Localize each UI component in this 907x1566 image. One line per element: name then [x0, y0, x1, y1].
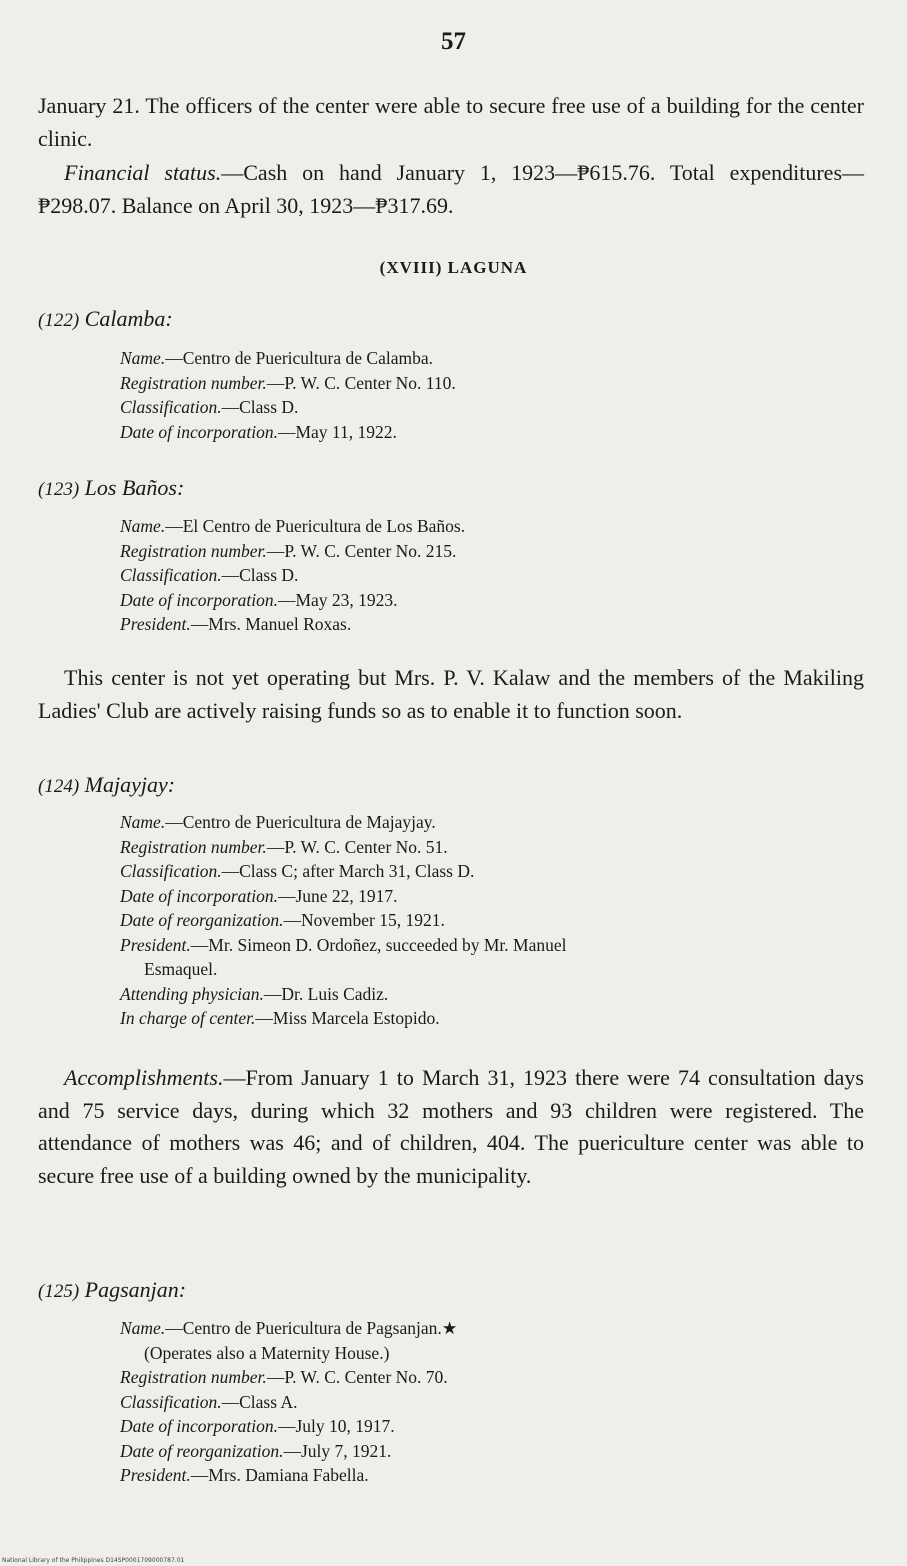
paragraph-financial-status	[38, 157, 864, 222]
entry-label: Date of reorganization.	[120, 1440, 284, 1461]
section-name: Calamba:	[84, 306, 173, 331]
paragraph-accomplishments	[38, 1062, 864, 1192]
paragraph-text: This center is not yet operating but Mrs. P. V. Kalaw and the members of the Makiling Ladies' Club are actively raising funds so as to enable it to function soon.	[38, 665, 864, 723]
entries-calamba	[120, 346, 855, 444]
entry-value: —P. W. C. Center No. 51.	[266, 836, 448, 857]
entry-line	[120, 539, 855, 564]
entry-label: Registration number.	[120, 1367, 267, 1387]
paragraph-text: —Cash on hand January 1, 1923—₱615.76. Total expenditures—₱298.07. Balance on April 30, 1923—₱317.69.	[38, 160, 865, 218]
entry-label: Registration number.	[120, 540, 267, 561]
entry-value: —Class C; after March 31, Class D.	[221, 861, 475, 881]
entry-value: —P. W. C. Center No. 70.	[266, 1367, 448, 1387]
entry-value: —P. W. C. Center No. 110.	[266, 372, 456, 393]
entry-line	[120, 514, 855, 539]
entry-label: Name.	[120, 812, 166, 832]
section-title-pagsanjan	[38, 1277, 186, 1303]
entry-line	[120, 563, 855, 588]
entry-line	[120, 346, 855, 371]
entry-line	[120, 884, 855, 909]
section-number: (122)	[38, 310, 80, 331]
entry-line	[120, 908, 855, 933]
paragraph-los-banos-status	[38, 662, 864, 727]
entry-value: —June 22, 1917.	[277, 885, 398, 906]
scan-footer: National Library of the Philippines D14SP0001709000787.01	[2, 1557, 185, 1564]
entry-value: —Mr. Simeon D. Ordoñez, succeeded by Mr. Manuel	[190, 934, 567, 955]
entry-label: Classification.	[120, 565, 222, 585]
entry-value: —P. W. C. Center No. 215.	[266, 540, 457, 561]
paragraph-january	[38, 90, 864, 155]
entry-label: Registration number.	[120, 836, 267, 857]
entry-label: In charge of center.	[120, 1008, 256, 1028]
entry-label: Date of incorporation.	[120, 421, 278, 442]
entry-label: Name.	[120, 1318, 166, 1338]
entry-line	[120, 859, 855, 884]
entry-value: —Mrs. Damiana Fabella.	[190, 1465, 369, 1485]
entry-line	[120, 612, 855, 637]
entry-value: —November 15, 1921.	[283, 910, 445, 930]
entry-label: Attending physician.	[120, 983, 264, 1004]
section-title-calamba	[38, 306, 173, 332]
entry-line	[120, 420, 855, 445]
entry-label: Classification.	[120, 397, 222, 417]
entry-value: —July 10, 1917.	[277, 1416, 395, 1436]
entry-line	[120, 371, 855, 396]
entry-value: —May 23, 1923.	[277, 589, 398, 610]
entry-label: Name.	[120, 348, 166, 368]
section-title-los-banos	[38, 475, 184, 501]
entry-label: Registration number.	[120, 372, 267, 393]
section-number: (123)	[38, 479, 80, 500]
entry-value: —Class A.	[221, 1391, 298, 1412]
entry-line	[120, 588, 855, 613]
entry-line	[120, 835, 855, 860]
entry-line	[120, 1365, 855, 1390]
paragraph-label: Financial status.	[64, 160, 222, 185]
entry-line	[120, 933, 855, 958]
entry-value: (Operates also a Maternity House.)	[144, 1342, 390, 1363]
entry-line	[120, 1463, 855, 1488]
entry-value: —Class D.	[221, 397, 299, 417]
entry-label: Date of incorporation.	[120, 885, 278, 906]
entry-value: —Centro de Puericultura de Calamba.	[165, 348, 433, 368]
entry-line	[120, 1390, 855, 1415]
entry-line	[120, 1341, 855, 1366]
entry-value: —Miss Marcela Estopido.	[255, 1008, 440, 1028]
entry-value: —Class D.	[221, 565, 299, 585]
entry-label: President.	[120, 934, 191, 955]
entry-value: —July 7, 1921.	[283, 1440, 392, 1461]
entry-value: —Centro de Puericultura de Majayjay.	[165, 812, 436, 832]
section-name: Pagsanjan:	[84, 1277, 187, 1302]
section-heading: (XVIII) LAGUNA	[379, 258, 528, 277]
paragraph-label: Accomplishments.	[64, 1065, 224, 1090]
entry-label: Classification.	[120, 861, 222, 881]
page-number: 57	[441, 28, 466, 55]
entry-line	[120, 1414, 855, 1439]
entries-los-banos	[120, 514, 855, 637]
entry-value: —May 11, 1922.	[277, 421, 397, 442]
section-title-majayjay	[38, 772, 175, 798]
entry-value: —Centro de Puericultura de Pagsanjan.★	[165, 1318, 458, 1338]
section-name: Majayjay:	[84, 772, 176, 797]
entry-value: —El Centro de Puericultura de Los Baños.	[165, 516, 466, 536]
entry-label: Classification.	[120, 1391, 222, 1412]
entry-label: Date of incorporation.	[120, 589, 278, 610]
entry-value: —Mrs. Manuel Roxas.	[190, 614, 352, 634]
entry-label: President.	[120, 614, 191, 634]
entry-label: President.	[120, 1465, 191, 1485]
entry-line	[120, 1439, 855, 1464]
paragraph-text: January 21. The officers of the center were able to secure free use of a building for the center clinic.	[38, 93, 864, 151]
entries-majayjay	[120, 810, 855, 1031]
entry-line	[120, 957, 855, 982]
section-number: (125)	[38, 1281, 80, 1302]
entry-line	[120, 1006, 855, 1031]
entry-label: Date of incorporation.	[120, 1416, 278, 1436]
entry-value: —Dr. Luis Cadiz.	[263, 983, 389, 1004]
entry-line	[120, 1316, 855, 1341]
section-name: Los Baños:	[84, 475, 185, 500]
entry-value: Esmaquel.	[144, 959, 218, 979]
entry-line	[120, 810, 855, 835]
paragraph-text: —From January 1 to March 31, 1923 there were 74 consultation days and 75 service days, during which 32 mothers and 93 children were registered. The attendance of mothers was 46; and of children, 404. The puericulture center was able to secure free use of a building owned by the municipality.	[38, 1065, 864, 1188]
entry-line	[120, 395, 855, 420]
entry-label: Name.	[120, 516, 166, 536]
entries-pagsanjan	[120, 1316, 855, 1488]
entry-line	[120, 982, 855, 1007]
section-number: (124)	[38, 776, 80, 797]
entry-label: Date of reorganization.	[120, 910, 284, 930]
